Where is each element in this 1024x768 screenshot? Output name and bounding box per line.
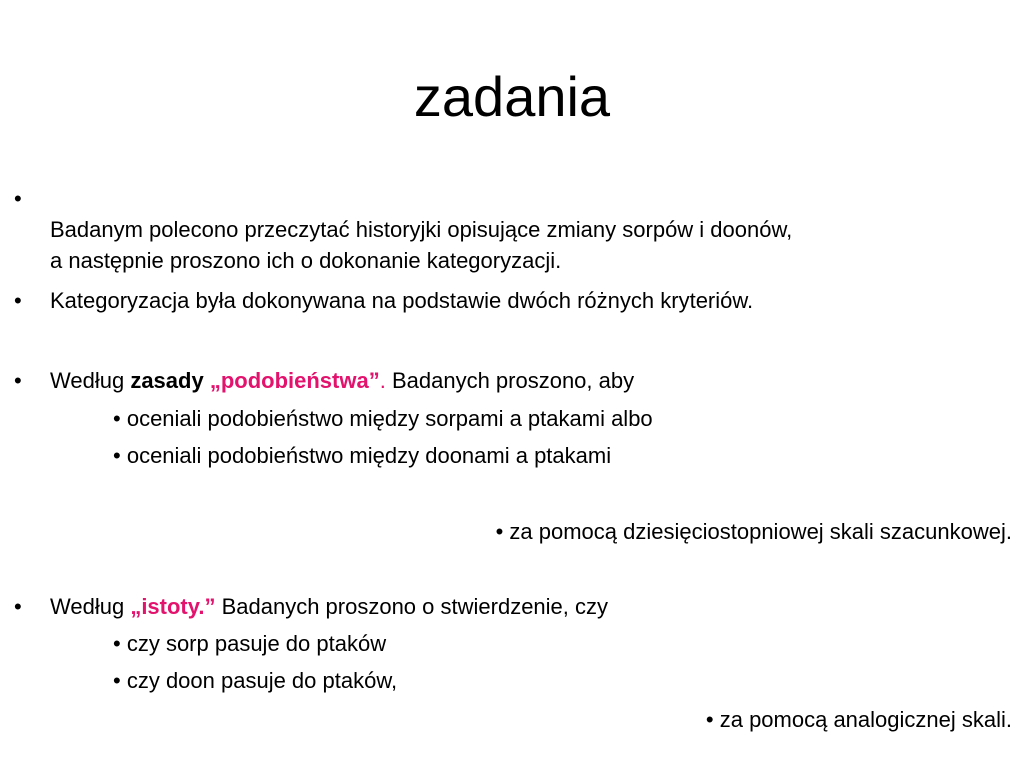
podobienstwo-rest: Badanych proszono, aby	[385, 368, 635, 393]
scale-note-text: za pomocą analogicznej skali.	[719, 707, 1012, 732]
podobienstwo-dot: .	[379, 368, 386, 393]
list-item	[113, 667, 397, 694]
sub-bullet-marker: •	[113, 406, 121, 431]
bullet-marker: •	[14, 594, 22, 619]
list-item	[113, 630, 386, 657]
podobienstwo-bold-word: zasady	[130, 368, 204, 393]
podobienstwo-prefix: Według	[50, 368, 131, 393]
bullet-marker: •	[14, 186, 22, 211]
kategoryzacja-text: Kategoryzacja była dokonywana na podstawie dwóch różnych kryteriów.	[50, 288, 754, 313]
sub-bullet-marker: •	[495, 519, 504, 544]
podobienstwo-highlight: „podobieństwa”	[209, 368, 380, 393]
scale-note	[706, 706, 1012, 733]
bullet-marker: •	[14, 368, 22, 393]
istota-heading	[50, 593, 608, 620]
intro-line-1: Badanym polecono przeczytać historyjki opisujące zmiany sorpów i doonów,	[50, 217, 793, 242]
bullet-marker: •	[14, 288, 22, 313]
podobienstwo-heading	[50, 367, 634, 394]
istota-highlight: „istoty.”	[130, 594, 216, 619]
sub-bullet-marker: •	[705, 707, 714, 732]
scale-note	[496, 518, 1012, 545]
list-item	[113, 405, 653, 432]
list-item-text: oceniali podobieństwo między doonami a ptakami	[126, 443, 612, 468]
sub-bullet-marker: •	[113, 443, 121, 468]
sub-bullet-marker: •	[113, 631, 121, 656]
istota-prefix: Według	[50, 594, 131, 619]
sub-bullet-marker: •	[113, 668, 121, 693]
intro-line-2: a następnie proszono ich o dokonanie kategoryzacji.	[50, 248, 562, 273]
scale-note-text: za pomocą dziesięciostopniowej skali szacunkowej.	[509, 519, 1012, 544]
list-item-text: oceniali podobieństwo między sorpami a ptakami albo	[126, 406, 653, 431]
list-item	[113, 442, 611, 469]
list-item-text: czy doon pasuje do ptaków,	[126, 668, 398, 693]
list-item-text: czy sorp pasuje do ptaków	[126, 631, 387, 656]
slide-title: zadania	[413, 65, 611, 128]
istota-rest: Badanych proszono o stwierdzenie, czy	[215, 594, 609, 619]
